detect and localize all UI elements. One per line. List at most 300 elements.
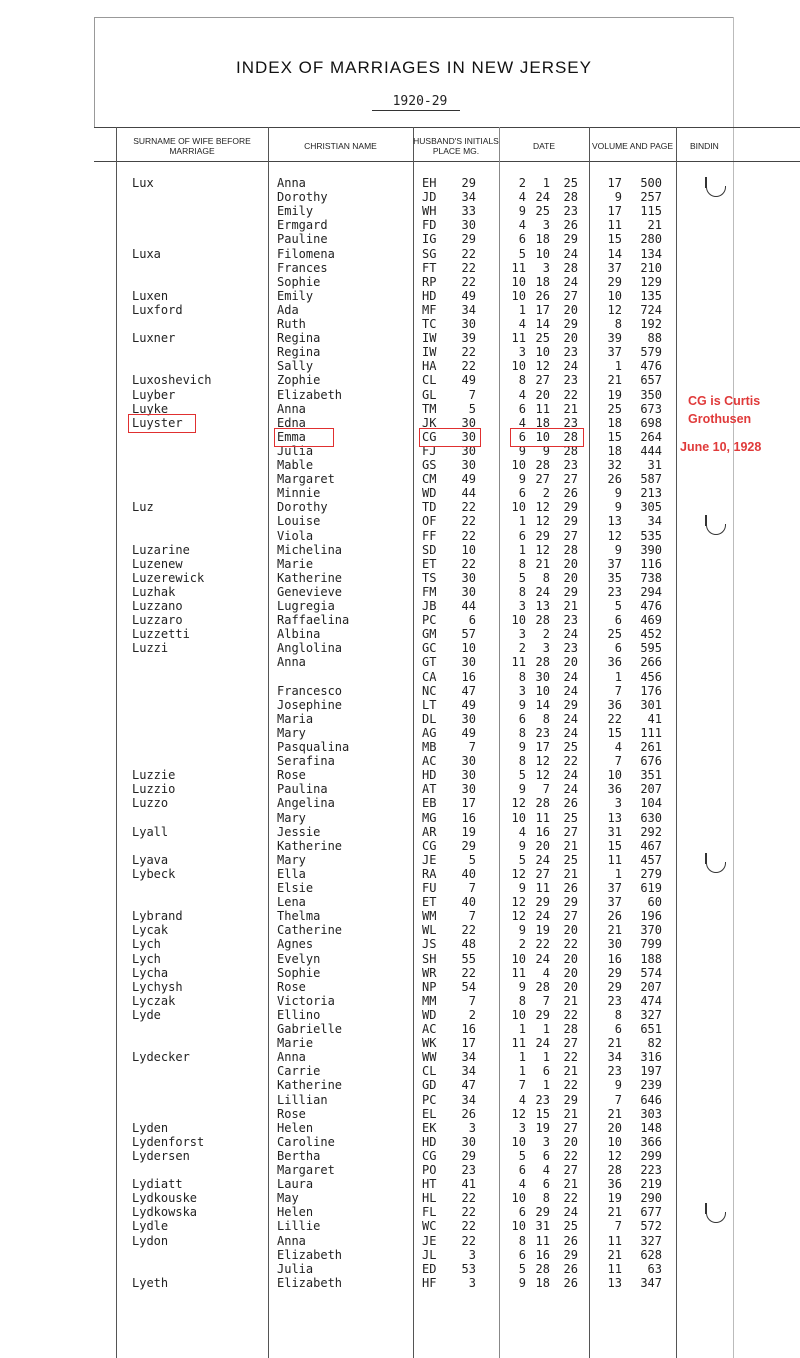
table-row xyxy=(0,402,800,416)
place-code-cell: 22 xyxy=(461,1205,476,1220)
volume-cell: 13 xyxy=(607,514,622,529)
husband-initials-cell: EH xyxy=(422,176,437,190)
date-day-cell: 16 xyxy=(535,1247,550,1262)
page-cell: 21 xyxy=(647,218,662,233)
volume-cell: 37 xyxy=(607,345,622,360)
place-code-cell: 29 xyxy=(461,176,476,190)
volume-cell: 22 xyxy=(607,711,622,726)
date-month-cell: 10 xyxy=(511,951,526,966)
husband-initials-cell: IW xyxy=(422,345,437,360)
place-code-cell: 30 xyxy=(461,317,476,331)
christian-name-cell: Regina xyxy=(277,345,321,360)
date-year-cell: 21 xyxy=(563,866,578,881)
date-month-cell: 4 xyxy=(518,1092,526,1107)
christian-name-cell: Edna xyxy=(277,415,306,430)
christian-name-cell: Viola xyxy=(277,528,314,543)
date-month-cell: 9 xyxy=(518,881,526,895)
date-month-cell: 8 xyxy=(518,373,526,388)
date-year-cell: 29 xyxy=(563,1092,578,1107)
surname-cell: Lydon xyxy=(132,1233,169,1248)
date-year-cell: 23 xyxy=(563,345,578,360)
volume-cell: 15 xyxy=(607,725,622,740)
date-month-cell: 1 xyxy=(518,1064,526,1079)
christian-name-cell: Lillian xyxy=(277,1092,328,1107)
date-day-cell: 29 xyxy=(535,1205,550,1220)
husband-initials-cell: JE xyxy=(422,852,437,867)
husband-initials-cell: CG xyxy=(422,838,437,853)
page-cell: 104 xyxy=(640,796,662,811)
date-month-cell: 9 xyxy=(518,697,526,712)
page-cell: 657 xyxy=(640,373,662,388)
husband-initials-cell: WM xyxy=(422,909,437,924)
surname-cell: Luzzie xyxy=(132,768,176,783)
husband-initials-cell: IG xyxy=(422,232,437,247)
highlight-initials-cg xyxy=(419,428,481,447)
husband-initials-cell: WR xyxy=(422,965,437,980)
husband-initials-cell: AR xyxy=(422,824,437,839)
christian-name-cell: Filomena xyxy=(277,246,335,261)
surname-cell: Lydkouske xyxy=(132,1191,198,1206)
place-code-cell: 39 xyxy=(461,331,476,346)
place-code-cell: 7 xyxy=(468,993,476,1008)
volume-cell: 21 xyxy=(607,1036,622,1051)
date-month-cell: 4 xyxy=(518,415,526,430)
place-code-cell: 30 xyxy=(461,782,476,797)
volume-cell: 4 xyxy=(614,740,622,754)
date-month-cell: 9 xyxy=(518,782,526,797)
table-row xyxy=(0,754,800,768)
volume-cell: 34 xyxy=(607,1050,622,1065)
christian-name-cell: Katherine xyxy=(277,1078,343,1093)
table-row xyxy=(0,317,800,331)
date-day-cell: 3 xyxy=(542,260,550,275)
table-row xyxy=(0,1135,800,1149)
date-year-cell: 29 xyxy=(563,317,578,331)
husband-initials-cell: CL xyxy=(422,1064,437,1079)
table-row xyxy=(0,768,800,782)
table-row xyxy=(0,275,800,289)
page-cell: 82 xyxy=(647,1036,662,1051)
date-day-cell: 10 xyxy=(535,683,550,698)
surname-cell: Lydenforst xyxy=(132,1134,205,1149)
date-day-cell: 28 xyxy=(535,796,550,811)
place-code-cell: 10 xyxy=(461,641,476,656)
date-month-cell: 5 xyxy=(518,1148,526,1163)
table-row xyxy=(0,247,800,261)
date-day-cell: 12 xyxy=(535,542,550,557)
husband-initials-cell: TC xyxy=(422,317,437,331)
page-cell: 457 xyxy=(640,852,662,867)
date-month-cell: 1 xyxy=(518,514,526,529)
table-row xyxy=(0,204,800,218)
table-row xyxy=(0,782,800,796)
surname-cell: Lyde xyxy=(132,1007,161,1022)
volume-cell: 26 xyxy=(607,909,622,924)
date-day-cell: 8 xyxy=(542,711,550,726)
date-year-cell: 20 xyxy=(563,556,578,571)
volume-cell: 20 xyxy=(607,1120,622,1135)
table-row xyxy=(0,655,800,669)
volume-cell: 18 xyxy=(607,415,622,430)
date-year-cell: 24 xyxy=(563,246,578,261)
page-cell: 651 xyxy=(640,1022,662,1036)
page-cell: 239 xyxy=(640,1078,662,1093)
page-cell: 303 xyxy=(640,1106,662,1121)
page-cell: 574 xyxy=(640,965,662,980)
volume-cell: 6 xyxy=(614,613,622,628)
place-code-cell: 22 xyxy=(461,500,476,515)
husband-initials-cell: HD xyxy=(422,1134,437,1149)
table-row xyxy=(0,937,800,951)
christian-name-cell: Helen xyxy=(277,1205,314,1220)
date-day-cell: 8 xyxy=(542,1191,550,1206)
husband-initials-cell: EL xyxy=(422,1106,437,1121)
volume-cell: 36 xyxy=(607,655,622,670)
date-year-cell: 24 xyxy=(563,359,578,374)
date-day-cell: 14 xyxy=(535,317,550,331)
highlight-surname-luyster xyxy=(128,414,196,433)
christian-name-cell: Lena xyxy=(277,895,306,910)
place-code-cell: 55 xyxy=(461,951,476,966)
page-cell: 207 xyxy=(640,782,662,797)
date-year-cell: 24 xyxy=(563,725,578,740)
date-day-cell: 10 xyxy=(535,246,550,261)
date-month-cell: 6 xyxy=(518,711,526,726)
volume-cell: 9 xyxy=(614,486,622,501)
page-cell: 192 xyxy=(640,317,662,331)
date-day-cell: 28 xyxy=(535,979,550,994)
page-cell: 467 xyxy=(640,838,662,853)
date-month-cell: 9 xyxy=(518,740,526,754)
husband-initials-cell: FU xyxy=(422,881,437,895)
place-code-cell: 3 xyxy=(468,1120,476,1135)
table-row xyxy=(0,726,800,740)
christian-name-cell: Angelina xyxy=(277,796,335,811)
table-row xyxy=(0,345,800,359)
place-code-cell: 26 xyxy=(461,1106,476,1121)
date-day-cell: 6 xyxy=(542,1064,550,1079)
date-month-cell: 4 xyxy=(518,824,526,839)
page-cell: 88 xyxy=(647,331,662,346)
place-code-cell: 22 xyxy=(461,345,476,360)
surname-cell: Luxner xyxy=(132,331,176,346)
date-day-cell: 12 xyxy=(535,359,550,374)
place-code-cell: 49 xyxy=(461,472,476,487)
place-code-cell: 49 xyxy=(461,697,476,712)
husband-initials-cell: GT xyxy=(422,655,437,670)
date-year-cell: 22 xyxy=(563,1148,578,1163)
page-cell: 111 xyxy=(640,725,662,740)
table-row xyxy=(0,1121,800,1135)
christian-name-cell: Michelina xyxy=(277,542,343,557)
annotation-line-2: Grothusen xyxy=(688,412,752,426)
place-code-cell: 16 xyxy=(461,1022,476,1036)
date-year-cell: 28 xyxy=(563,443,578,458)
date-day-cell: 6 xyxy=(542,1177,550,1192)
place-code-cell: 53 xyxy=(461,1261,476,1276)
volume-cell: 7 xyxy=(614,754,622,769)
date-month-cell: 9 xyxy=(518,443,526,458)
husband-initials-cell: SH xyxy=(422,951,437,966)
date-day-cell: 4 xyxy=(542,1163,550,1177)
page-cell: 646 xyxy=(640,1092,662,1107)
husband-initials-cell: JL xyxy=(422,1247,437,1262)
date-year-cell: 24 xyxy=(563,782,578,797)
place-code-cell: 22 xyxy=(461,246,476,261)
date-day-cell: 10 xyxy=(535,345,550,360)
page-cell: 673 xyxy=(640,401,662,416)
christian-name-cell: Elizabeth xyxy=(277,1275,343,1290)
christian-name-cell: Anna xyxy=(277,176,306,190)
surname-cell: Luz xyxy=(132,500,154,515)
table-row xyxy=(0,571,800,585)
date-day-cell: 20 xyxy=(535,838,550,853)
christian-name-cell: Francesco xyxy=(277,683,343,698)
table-row xyxy=(0,416,800,430)
table-row xyxy=(0,218,800,232)
surname-cell: Luxa xyxy=(132,246,161,261)
place-code-cell: 54 xyxy=(461,979,476,994)
christian-name-cell: Paulina xyxy=(277,782,328,797)
date-month-cell: 8 xyxy=(518,993,526,1008)
christian-name-cell: Josephine xyxy=(277,697,343,712)
husband-initials-cell: CL xyxy=(422,373,437,388)
place-code-cell: 49 xyxy=(461,725,476,740)
husband-initials-cell: WW xyxy=(422,1050,437,1065)
husband-initials-cell: EK xyxy=(422,1120,437,1135)
husband-initials-cell: HL xyxy=(422,1191,437,1206)
table-row xyxy=(0,796,800,810)
christian-name-cell: Laura xyxy=(277,1177,314,1192)
table-row xyxy=(0,825,800,839)
page-cell: 476 xyxy=(640,359,662,374)
place-code-cell: 47 xyxy=(461,1078,476,1093)
volume-cell: 37 xyxy=(607,881,622,895)
christian-name-cell: Jessie xyxy=(277,824,321,839)
date-month-cell: 9 xyxy=(518,472,526,487)
date-day-cell: 24 xyxy=(535,909,550,924)
volume-cell: 26 xyxy=(607,472,622,487)
husband-initials-cell: MB xyxy=(422,740,437,754)
date-day-cell: 11 xyxy=(535,1233,550,1248)
surname-cell: Luzzetti xyxy=(132,627,190,642)
date-month-cell: 6 xyxy=(518,429,526,444)
date-day-cell: 16 xyxy=(535,824,550,839)
page-cell: 579 xyxy=(640,345,662,360)
date-year-cell: 23 xyxy=(563,204,578,219)
date-month-cell: 4 xyxy=(518,218,526,233)
christian-name-cell: Evelyn xyxy=(277,951,321,966)
husband-initials-cell: DL xyxy=(422,711,437,726)
volume-cell: 9 xyxy=(614,542,622,557)
christian-name-cell: Elsie xyxy=(277,881,314,895)
date-year-cell: 26 xyxy=(563,218,578,233)
date-month-cell: 9 xyxy=(518,979,526,994)
date-day-cell: 1 xyxy=(542,1050,550,1065)
volume-cell: 8 xyxy=(614,317,622,331)
husband-initials-cell: JK xyxy=(422,415,437,430)
christian-name-cell: Ella xyxy=(277,866,306,881)
page-title: INDEX OF MARRIAGES IN NEW JERSEY xyxy=(236,58,592,77)
husband-initials-cell: FD xyxy=(422,218,437,233)
date-year-cell: 20 xyxy=(563,302,578,317)
husband-initials-cell: MM xyxy=(422,993,437,1008)
date-day-cell: 12 xyxy=(535,500,550,515)
date-month-cell: 3 xyxy=(518,1120,526,1135)
page-cell: 279 xyxy=(640,866,662,881)
year-underline xyxy=(372,110,460,111)
volume-cell: 6 xyxy=(614,641,622,656)
date-month-cell: 11 xyxy=(511,331,526,346)
volume-cell: 7 xyxy=(614,1219,622,1234)
husband-initials-cell: FM xyxy=(422,584,437,599)
date-month-cell: 4 xyxy=(518,317,526,331)
volume-cell: 21 xyxy=(607,923,622,938)
date-year-cell: 22 xyxy=(563,937,578,952)
christian-name-cell: Ellino xyxy=(277,1007,321,1022)
place-code-cell: 7 xyxy=(468,909,476,924)
surname-cell: Luxen xyxy=(132,288,169,303)
volume-cell: 12 xyxy=(607,528,622,543)
husband-initials-cell: LT xyxy=(422,697,437,712)
place-code-cell: 5 xyxy=(468,852,476,867)
date-month-cell: 1 xyxy=(518,542,526,557)
date-day-cell: 28 xyxy=(535,458,550,472)
date-month-cell: 2 xyxy=(518,176,526,190)
table-row xyxy=(0,557,800,571)
volume-cell: 17 xyxy=(607,176,622,190)
table-row xyxy=(0,190,800,204)
volume-cell: 9 xyxy=(614,1078,622,1093)
page-cell: 350 xyxy=(640,387,662,402)
page-cell: 628 xyxy=(640,1247,662,1262)
date-year-cell: 22 xyxy=(563,1078,578,1093)
place-code-cell: 41 xyxy=(461,1177,476,1192)
page-cell: 587 xyxy=(640,472,662,487)
page-cell: 266 xyxy=(640,655,662,670)
volume-cell: 7 xyxy=(614,1092,622,1107)
husband-initials-cell: IW xyxy=(422,331,437,346)
date-month-cell: 10 xyxy=(511,288,526,303)
place-code-cell: 5 xyxy=(468,401,476,416)
date-year-cell: 27 xyxy=(563,288,578,303)
date-year-cell: 20 xyxy=(563,570,578,585)
page-cell: 476 xyxy=(640,599,662,613)
christian-name-cell: May xyxy=(277,1191,299,1206)
table-row xyxy=(0,261,800,275)
date-year-cell: 27 xyxy=(563,1120,578,1135)
christian-name-cell: Rose xyxy=(277,1106,306,1121)
christian-name-cell: Frances xyxy=(277,260,328,275)
date-day-cell: 28 xyxy=(535,613,550,628)
date-year-cell: 28 xyxy=(563,542,578,557)
date-month-cell: 6 xyxy=(518,1247,526,1262)
table-row xyxy=(0,585,800,599)
page-cell: 299 xyxy=(640,1148,662,1163)
place-code-cell: 7 xyxy=(468,740,476,754)
date-year-cell: 21 xyxy=(563,599,578,613)
surname-cell: Lydiatt xyxy=(132,1177,183,1192)
table-row xyxy=(0,684,800,698)
volume-cell: 29 xyxy=(607,979,622,994)
place-code-cell: 22 xyxy=(461,923,476,938)
place-code-cell: 22 xyxy=(461,965,476,980)
date-year-cell: 28 xyxy=(563,190,578,205)
husband-initials-cell: AG xyxy=(422,725,437,740)
surname-cell: Luxford xyxy=(132,302,183,317)
date-month-cell: 9 xyxy=(518,923,526,938)
christian-name-cell: Victoria xyxy=(277,993,335,1008)
table-row xyxy=(0,867,800,881)
surname-cell: Lybrand xyxy=(132,909,183,924)
date-month-cell: 8 xyxy=(518,754,526,769)
date-day-cell: 18 xyxy=(535,1275,550,1290)
date-year-cell: 25 xyxy=(563,1219,578,1234)
header-bottom-rule xyxy=(94,161,800,162)
date-year-cell: 22 xyxy=(563,1007,578,1022)
place-code-cell: 30 xyxy=(461,415,476,430)
surname-cell: Luzzano xyxy=(132,599,183,613)
date-year-cell: 25 xyxy=(563,740,578,754)
christian-name-cell: Ada xyxy=(277,302,299,317)
date-day-cell: 2 xyxy=(542,627,550,642)
highlight-christian-emma xyxy=(274,428,334,447)
christian-name-cell: Julia xyxy=(277,1261,314,1276)
husband-initials-cell: CG xyxy=(422,1148,437,1163)
place-code-cell: 49 xyxy=(461,288,476,303)
husband-initials-cell: JS xyxy=(422,937,437,952)
date-day-cell: 14 xyxy=(535,697,550,712)
table-row xyxy=(0,1078,800,1092)
place-code-cell: 40 xyxy=(461,895,476,910)
date-day-cell: 23 xyxy=(535,1092,550,1107)
husband-initials-cell: EB xyxy=(422,796,437,811)
date-year-cell: 26 xyxy=(563,1233,578,1248)
page-cell: 535 xyxy=(640,528,662,543)
date-year-cell: 24 xyxy=(563,274,578,289)
page-cell: 676 xyxy=(640,754,662,769)
date-month-cell: 2 xyxy=(518,641,526,656)
table-row xyxy=(0,514,800,528)
christian-name-cell: Katherine xyxy=(277,570,343,585)
husband-initials-cell: NC xyxy=(422,683,437,698)
date-day-cell: 27 xyxy=(535,373,550,388)
date-day-cell: 1 xyxy=(542,1078,550,1093)
christian-name-cell: Regina xyxy=(277,331,321,346)
date-year-cell: 22 xyxy=(563,1050,578,1065)
page-cell: 148 xyxy=(640,1120,662,1135)
date-year-cell: 29 xyxy=(563,514,578,529)
date-day-cell: 6 xyxy=(542,1148,550,1163)
surname-cell: Lyeth xyxy=(132,1275,169,1290)
table-row xyxy=(0,1022,800,1036)
table-row xyxy=(0,1050,800,1064)
volume-cell: 29 xyxy=(607,965,622,980)
surname-cell: Luzenew xyxy=(132,556,183,571)
table-row xyxy=(0,627,800,641)
table-row xyxy=(0,1036,800,1050)
page-cell: 305 xyxy=(640,500,662,515)
date-year-cell: 24 xyxy=(563,768,578,783)
surname-cell: Lyava xyxy=(132,852,169,867)
volume-cell: 25 xyxy=(607,627,622,642)
volume-cell: 12 xyxy=(607,302,622,317)
place-code-cell: 44 xyxy=(461,486,476,501)
christian-name-cell: Sophie xyxy=(277,965,321,980)
date-day-cell: 24 xyxy=(535,951,550,966)
husband-initials-cell: CA xyxy=(422,669,437,684)
christian-name-cell: Marie xyxy=(277,1036,314,1051)
